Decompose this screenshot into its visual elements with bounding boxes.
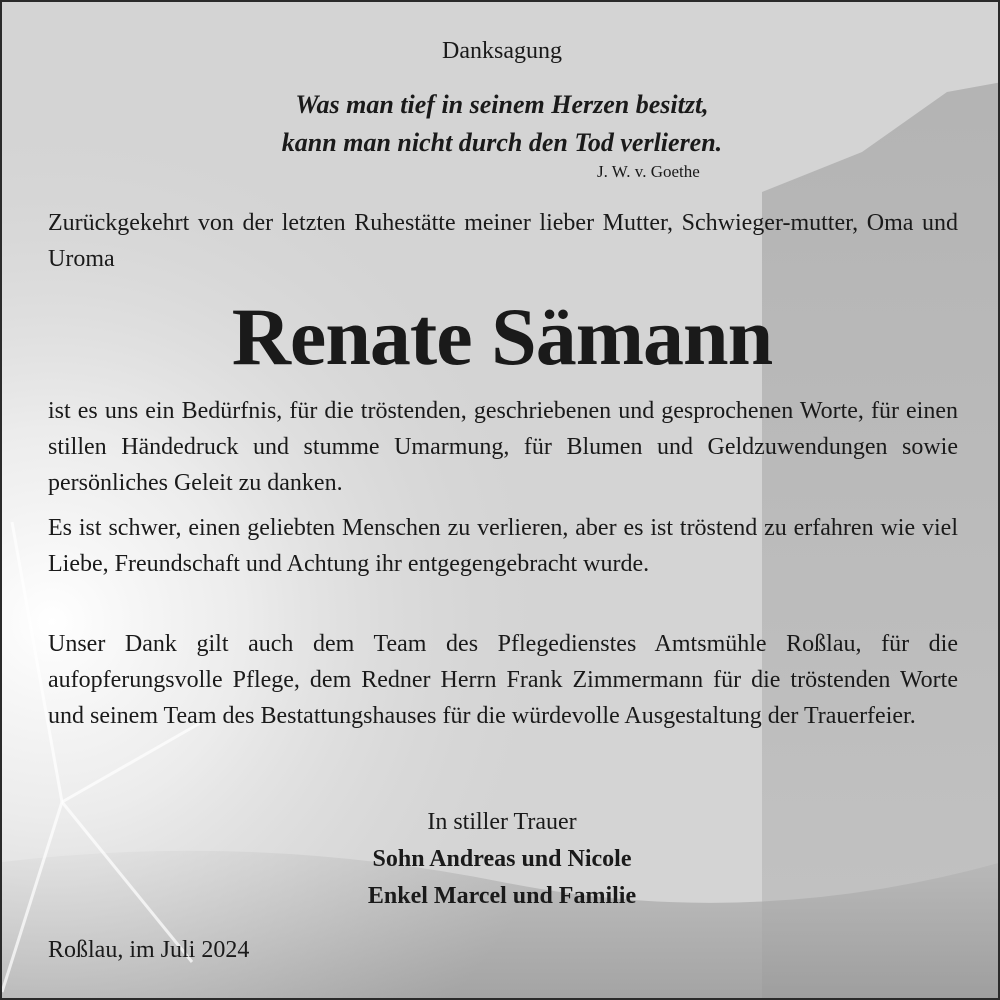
quote-author: J. W. v. Goethe — [597, 162, 700, 181]
closing-line: In stiller Trauer — [427, 809, 577, 835]
signature-block — [2, 804, 1000, 915]
place-date: Roßlau, im Juli 2024 — [48, 937, 250, 963]
quote — [2, 86, 1000, 162]
heading: Danksagung — [442, 38, 562, 64]
quote-line: Was man tief in seinem Herzen besitzt, — [295, 90, 709, 119]
comfort-paragraph: Es ist schwer, einen geliebten Menschen zu verlieren, aber es ist tröstend zu erfahren wie viel Liebe, Freundschaft und Achtung ihr entgegengebracht wurde. — [48, 515, 958, 577]
mourner-name: Enkel Marcel und Familie — [367, 883, 637, 909]
intro-text: Zurückgekehrt von der letzten Ruhestätte meiner lieber Mutter, Schwieger-mutter, Oma und Uroma — [48, 210, 958, 272]
mourner-name: Sohn Andreas und Nicole — [372, 846, 632, 872]
quote-line: kann man nicht durch den Tod verlieren. — [281, 128, 723, 157]
deceased-name: Renate Sämann — [231, 291, 773, 382]
thanks-paragraph: ist es uns ein Bedürfnis, für die tröstenden, geschriebenen und gesprochenen Worte, für einen stillen Händedruck und stumme Umarmung, für Blumen und Geldzuwendungen sowie persönliches Geleit zu danken. — [48, 398, 958, 496]
acknowledgement-paragraph: Unser Dank gilt auch dem Team des Pflegedienstes Amtsmühle Roßlau, für die aufopferungsvolle Pflege, dem Redner Herrn Frank Zimmermann für die tröstenden Worte und seinem Team des Bestattungshauses für die würdevolle Ausgestaltung der Trauerfeier. — [48, 631, 958, 729]
